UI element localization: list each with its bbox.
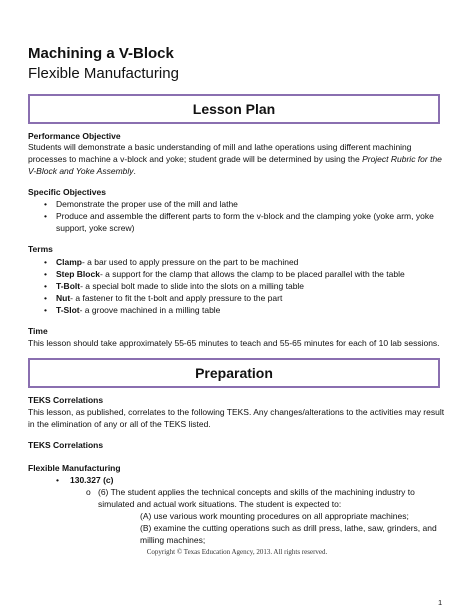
term-definition: - a fastener to fit the t-bolt and apply pressure to the part <box>70 293 283 303</box>
performance-objective-heading: Performance Objective <box>28 131 121 141</box>
teks-standard-line-2: simulated and actual work situations. The student is expected to: <box>98 499 342 509</box>
circle-bullet-icon: o <box>86 487 91 497</box>
term-definition: - a groove machined in a milling table <box>79 305 221 315</box>
term-definition: - a bar used to apply pressure on the part to be machined <box>81 257 299 267</box>
term-item <box>56 256 298 268</box>
lesson-plan-heading: Lesson Plan <box>28 94 440 124</box>
term-item <box>56 292 282 304</box>
specific-objectives-heading: Specific Objectives <box>28 187 106 197</box>
bullet-icon: • <box>44 257 47 267</box>
term-definition: - a support for the clamp that allows the clamp to be placed parallel with the table <box>99 269 405 279</box>
term-name: Step Block <box>56 269 100 279</box>
teks-text-line-2: in the elimination of any or all of the TEKS listed. <box>28 419 211 429</box>
rubric-title-part-2: V-Block and Yoke Assembly <box>28 166 134 176</box>
performance-objective-text: processes to machine a v-block and yoke; student grade will be determined by using the <box>28 154 363 164</box>
bullet-icon: • <box>44 305 47 315</box>
teks-expectation-b-line-2: milling machines; <box>140 535 206 545</box>
bullet-icon: • <box>44 269 47 279</box>
teks-correlations-heading: TEKS Correlations <box>28 395 104 405</box>
document-title: Machining a V-Block <box>28 45 174 62</box>
bullet-icon: • <box>44 281 47 291</box>
copyright-footer: Copyright © Texas Education Agency, 2013. All rights reserved. <box>146 548 328 556</box>
performance-objective-line-3 <box>28 165 448 177</box>
term-name: Clamp <box>56 257 82 267</box>
term-item <box>56 280 304 292</box>
bullet-icon: • <box>44 293 47 303</box>
specific-objective-item-continued: support, yoke screw) <box>56 223 135 233</box>
flexible-manufacturing-heading: Flexible Manufacturing <box>28 463 121 473</box>
preparation-heading: Preparation <box>28 358 440 388</box>
performance-objective-period: . <box>133 166 136 176</box>
rubric-title-part-1: Project Rubric for the <box>362 154 442 164</box>
term-name: T-Bolt <box>56 281 81 291</box>
document-subtitle: Flexible Manufacturing <box>28 65 179 82</box>
term-name: T-Slot <box>56 305 80 315</box>
teks-text-line-1: This lesson, as published, correlates to the following TEKS. Any changes/alterations to the activities may result <box>28 407 445 417</box>
page-number: 1 <box>438 598 443 607</box>
bullet-icon: • <box>44 199 47 209</box>
term-definition: - a special bolt made to slide into the slots on a milling table <box>80 281 305 291</box>
teks-expectation-a: (A) use various work mounting procedures on all appropriate machines; <box>140 511 409 521</box>
performance-objective-line-2 <box>28 153 448 165</box>
teks-expectation-b-line-1: (B) examine the cutting operations such as drill press, lathe, saw, grinders, and <box>140 523 437 533</box>
term-name: Nut <box>56 293 71 303</box>
specific-objective-item: Produce and assemble the different parts to form the v-block and the clamping yoke (yoke arm, yoke <box>56 211 434 221</box>
bullet-icon: • <box>44 211 47 221</box>
term-item <box>56 304 220 316</box>
term-item <box>56 268 405 280</box>
teks-correlations-heading-2: TEKS Correlations <box>28 440 104 450</box>
time-text: This lesson should take approximately 55-65 minutes to teach and 55-65 minutes for each of 10 lab sessions. <box>28 338 440 348</box>
bullet-icon: • <box>56 475 59 485</box>
time-heading: Time <box>28 326 48 336</box>
specific-objective-item: Demonstrate the proper use of the mill and lathe <box>56 199 238 209</box>
terms-heading: Terms <box>28 244 53 254</box>
performance-objective-line-1: Students will demonstrate a basic understanding of mill and lathe operations using different machining <box>28 142 412 152</box>
teks-standard-line-1: (6) The student applies the technical concepts and skills of the machining industry to <box>98 487 415 497</box>
teks-code: 130.327 (c) <box>70 475 114 485</box>
